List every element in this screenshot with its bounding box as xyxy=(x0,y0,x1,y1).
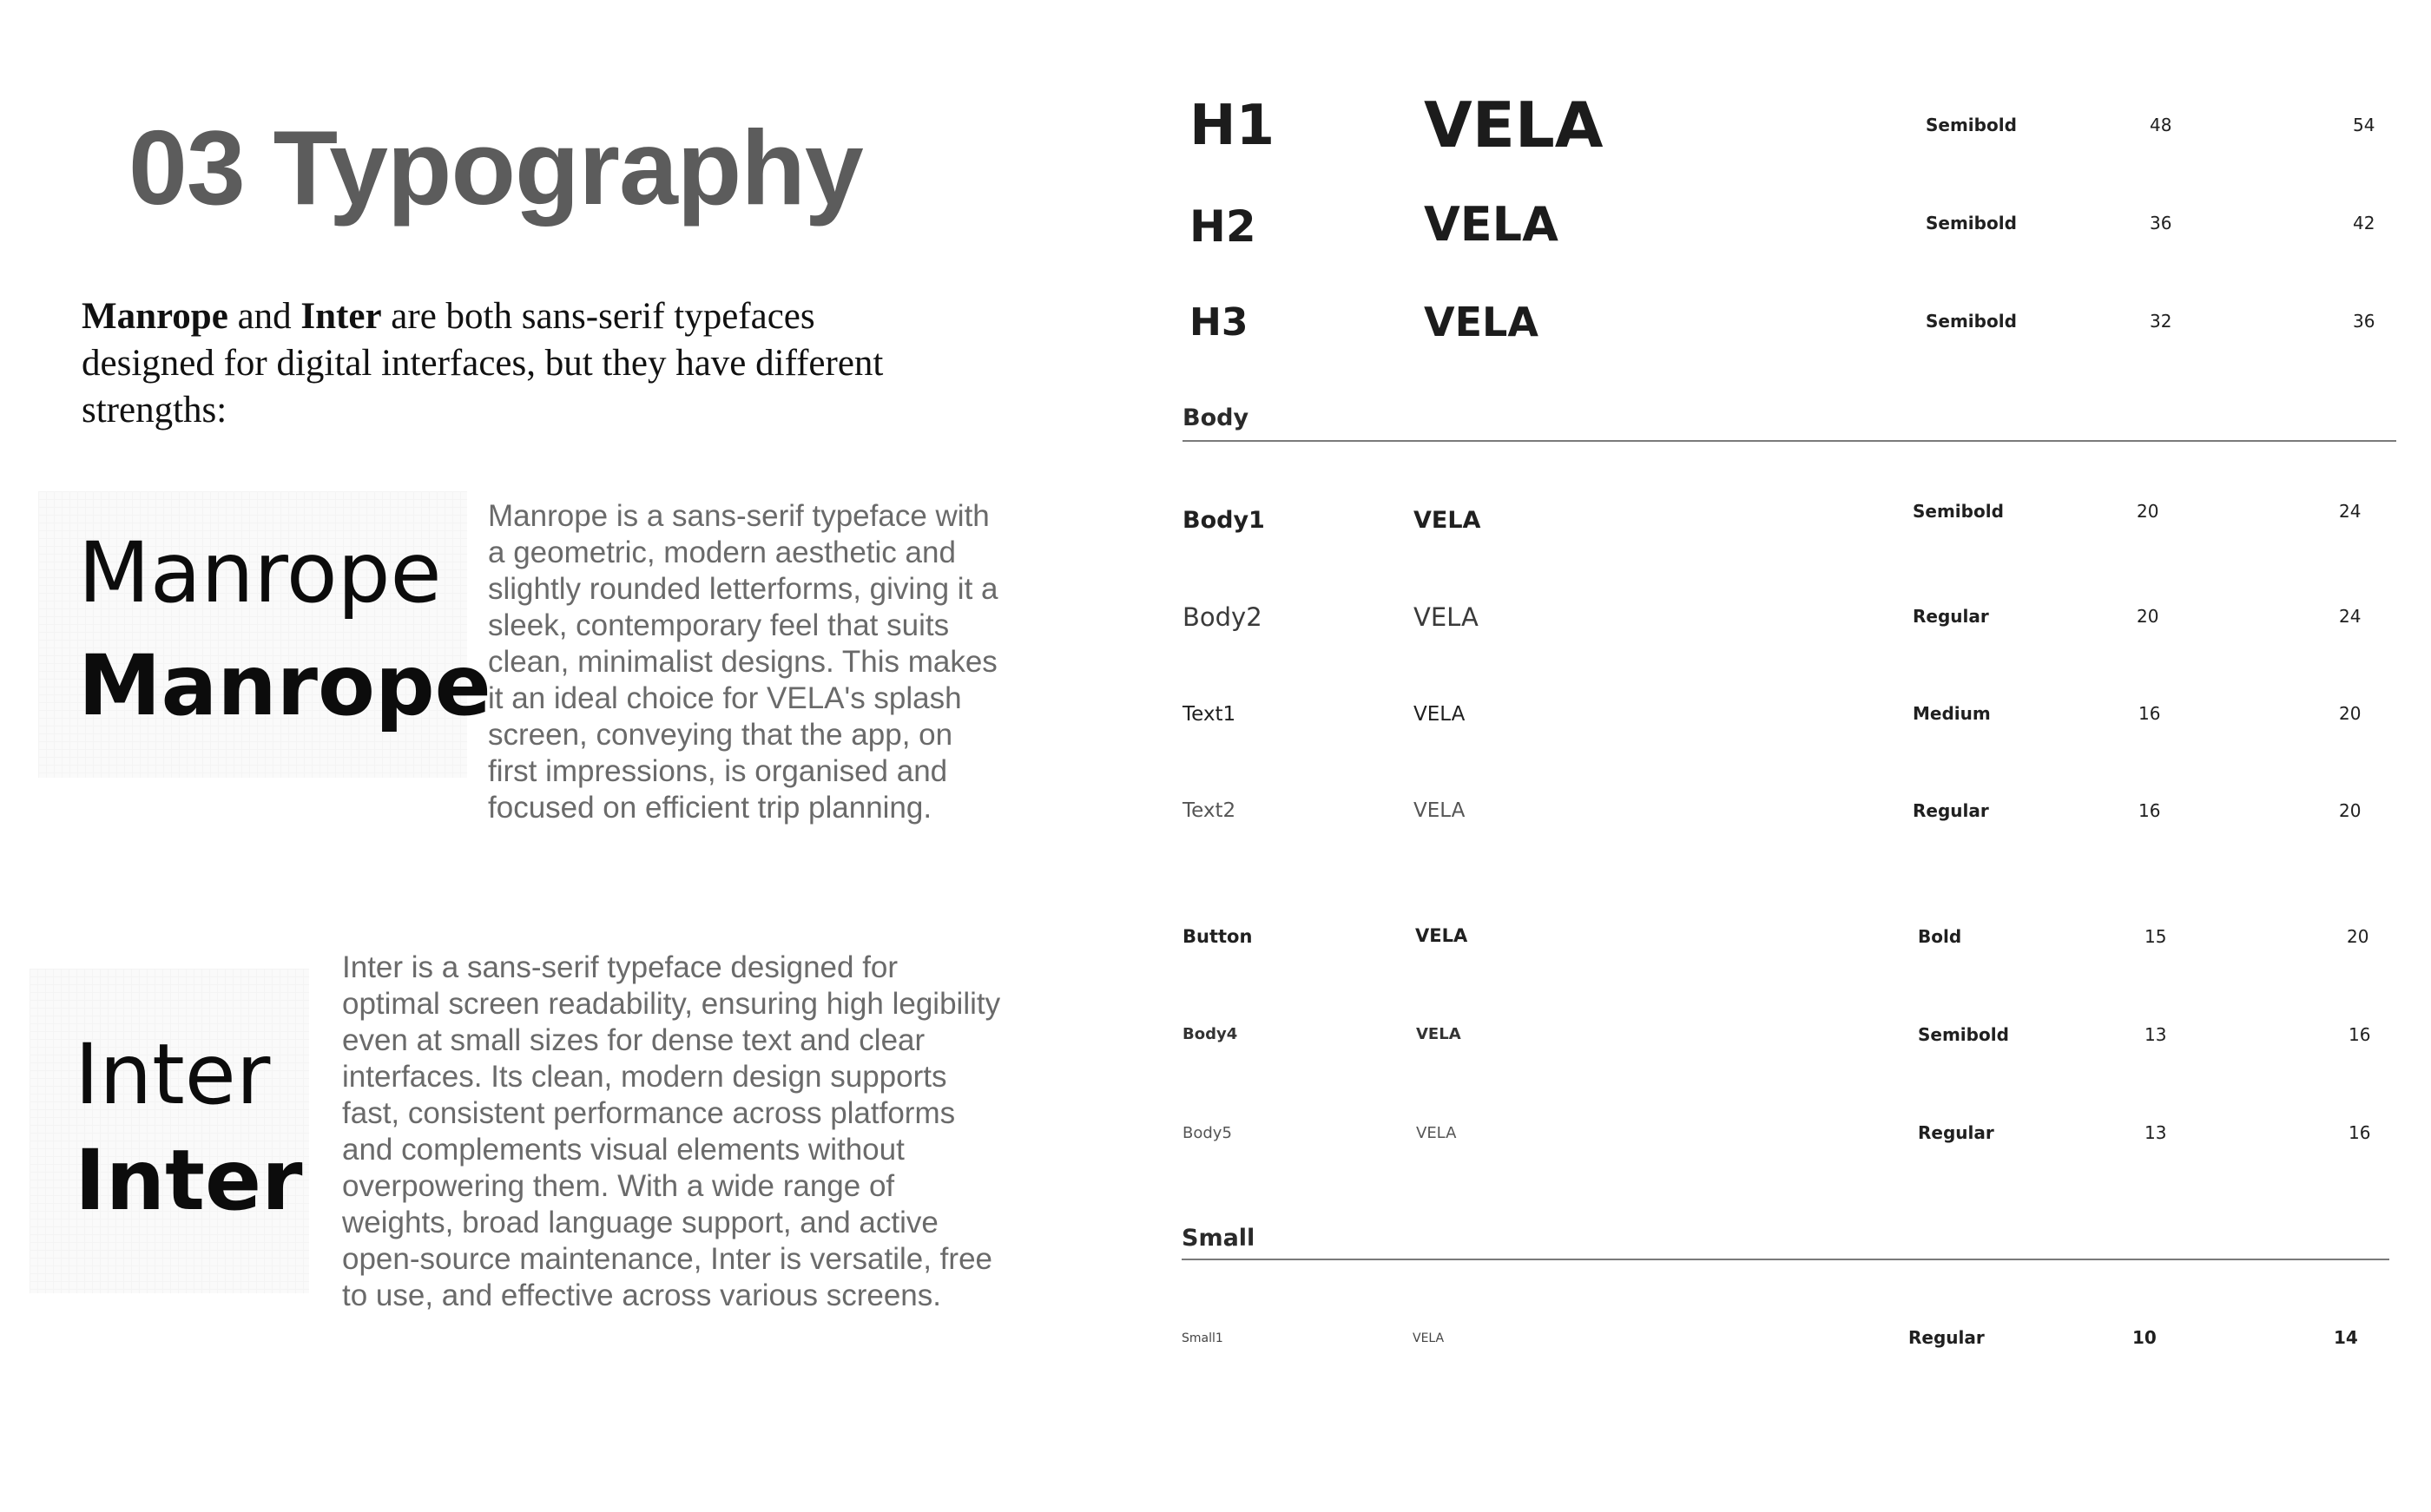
section-small-divider xyxy=(1182,1259,2389,1260)
scale-row-line-height: 20 xyxy=(2339,703,2362,724)
scale-row-name: H1 xyxy=(1189,94,1275,158)
scale-row-line-height: 24 xyxy=(2339,606,2362,627)
scale-row-size: 15 xyxy=(2144,926,2167,947)
intro-font2: Inter xyxy=(300,296,382,337)
scale-row-sample: VELA xyxy=(1424,89,1604,161)
scale-row-weight: Regular xyxy=(1913,606,1989,627)
scale-row-sample: VELA xyxy=(1413,602,1479,632)
scale-row-weight: Regular xyxy=(1918,1122,1994,1143)
scale-row-name: Body1 xyxy=(1183,507,1265,534)
scale-row-weight: Bold xyxy=(1918,926,1962,947)
scale-row-line-height: 14 xyxy=(2334,1327,2358,1348)
inter-sample-bold: Inter xyxy=(75,1132,303,1229)
scale-row-name: Small1 xyxy=(1182,1331,1223,1345)
scale-row-name: Text2 xyxy=(1183,799,1236,822)
scale-row-weight: Regular xyxy=(1908,1327,1985,1348)
scale-row-name: Text1 xyxy=(1183,703,1236,726)
scale-row-size: 13 xyxy=(2144,1122,2167,1143)
scale-row-name: Body5 xyxy=(1183,1124,1232,1142)
scale-row-line-height: 16 xyxy=(2349,1024,2371,1045)
scale-row-size: 13 xyxy=(2144,1024,2167,1045)
scale-row-weight: Semibold xyxy=(1926,311,2017,332)
intro-and: and xyxy=(227,296,301,337)
section-small-header: Small xyxy=(1182,1225,1255,1252)
manrope-sample-light: Manrope xyxy=(78,524,442,621)
scale-row-line-height: 54 xyxy=(2353,115,2375,135)
section-body-header: Body xyxy=(1183,404,1249,431)
section-body-divider xyxy=(1183,440,2396,442)
scale-row-sample: VELA xyxy=(1424,299,1538,345)
scale-row-line-height: 20 xyxy=(2339,800,2362,821)
scale-row-weight: Regular xyxy=(1913,800,1989,821)
scale-row-sample: VELA xyxy=(1415,925,1468,946)
inter-sample-card xyxy=(30,969,309,1293)
scale-row-size: 16 xyxy=(2138,703,2161,724)
scale-row-line-height: 36 xyxy=(2353,311,2375,332)
scale-row-name: H3 xyxy=(1189,300,1248,345)
scale-row-name: H2 xyxy=(1189,201,1256,252)
scale-row-name: Body2 xyxy=(1183,602,1262,632)
scale-row-size: 20 xyxy=(2137,501,2159,522)
scale-row-line-height: 16 xyxy=(2349,1122,2371,1143)
scale-row-sample: VELA xyxy=(1413,799,1466,822)
intro-rest: are both sans-serif typefaces designed for digital interfaces, but they have different strengths: xyxy=(82,296,884,431)
scale-row-size: 20 xyxy=(2137,606,2159,627)
scale-row-sample: VELA xyxy=(1416,1025,1461,1043)
scale-row-weight: Medium xyxy=(1913,703,1991,724)
scale-row-line-height: 20 xyxy=(2347,926,2369,947)
scale-row-size: 36 xyxy=(2150,213,2172,233)
intro-font1: Manrope xyxy=(82,296,228,337)
scale-row-weight: Semibold xyxy=(1926,213,2017,233)
scale-row-size: 32 xyxy=(2150,311,2172,332)
scale-row-size: 48 xyxy=(2150,115,2172,135)
scale-row-weight: Semibold xyxy=(1918,1024,2009,1045)
scale-row-weight: Semibold xyxy=(1926,115,2017,135)
scale-row-sample: VELA xyxy=(1413,1331,1445,1345)
inter-sample-light: Inter xyxy=(75,1026,271,1123)
scale-row-name: Body4 xyxy=(1183,1025,1238,1043)
scale-row-weight: Semibold xyxy=(1913,501,2004,522)
manrope-description: Manrope is a sans-serif typeface with a geometric, modern aesthetic and slightly rounded letterforms, giving it a sleek, contemporary feel that suits clean, minimalist designs. This makes it an ideal choice for VELA's splash screen, conveying that the app, on first impressions, is organised and focused on efficient trip planning. xyxy=(488,499,998,825)
scale-row-sample: VELA xyxy=(1416,1124,1457,1142)
scale-row-size: 16 xyxy=(2138,800,2161,821)
inter-description: Inter is a sans-serif typeface designed for optimal screen readability, ensuring high legibility even at small sizes for dense text and clear interfaces. Its clean, modern design supports fast, consistent performance across platforms and complements visual elements without overpowering them. With a wide range of weights, broad language support, and active open-source maintenance, Inter is versatile, free to use, and effective across various screens. xyxy=(342,950,1001,1312)
scale-row-name: Button xyxy=(1183,926,1253,947)
scale-row-sample: VELA xyxy=(1413,507,1481,534)
page-title: 03 Typography xyxy=(128,108,863,227)
scale-row-sample: VELA xyxy=(1413,703,1466,726)
scale-row-sample: VELA xyxy=(1424,197,1558,252)
scale-row-size: 10 xyxy=(2132,1327,2157,1348)
intro-paragraph xyxy=(82,293,915,434)
manrope-sample-bold: Manrope xyxy=(78,637,491,734)
scale-row-line-height: 24 xyxy=(2339,501,2362,522)
scale-row-line-height: 42 xyxy=(2353,213,2375,233)
